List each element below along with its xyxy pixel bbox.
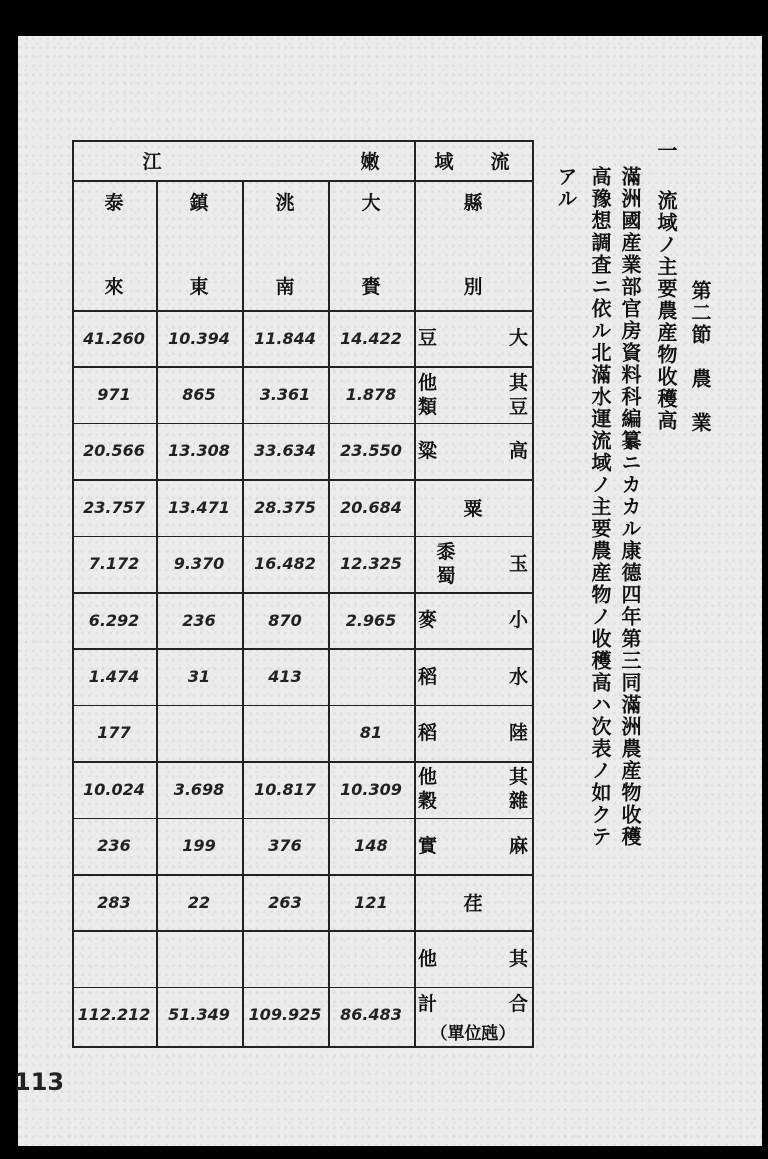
county-header-top: 縣	[463, 191, 483, 214]
row-label: 荏	[463, 892, 483, 915]
table-cell: 3.361	[259, 385, 311, 405]
table-cell: 31	[187, 667, 211, 687]
table-cell: 7.172	[88, 554, 140, 574]
col-header-4-top: 大	[361, 191, 381, 214]
unit-note: （單位瓲）	[430, 1023, 516, 1044]
row-label-right: 麻	[508, 834, 528, 857]
table-cell: 86.483	[340, 1005, 402, 1025]
table-cell: 6.292	[88, 610, 140, 630]
table-bottom-rule	[72, 1046, 532, 1048]
row-label-right: 其 雜	[508, 766, 528, 813]
table-cell: 1.474	[88, 667, 140, 687]
row-label-right: 高	[508, 439, 528, 462]
row-label-right: 水	[508, 665, 528, 688]
subsection-title: 流域ノ主要農産物收穫高	[654, 190, 678, 432]
col-header-3-bottom: 南	[275, 275, 295, 298]
row-label-left: 豆	[418, 327, 438, 350]
row-label-right: 其	[508, 947, 528, 970]
header-rule	[72, 180, 532, 182]
body-line-1: 滿洲國産業部官房資料科編纂ニカカル康德四年第三同滿洲農産物收穫	[618, 166, 642, 848]
col-header-2-bottom: 東	[189, 275, 209, 298]
table-cell: 16.482	[254, 554, 316, 574]
harvest-table	[72, 140, 532, 1048]
row-label-right: 玉	[508, 552, 528, 575]
row-label-left: 粱	[418, 439, 438, 462]
table-cell: 10.309	[340, 779, 402, 799]
table-cell: 263	[268, 892, 302, 912]
row-label-right: 其 豆	[508, 371, 528, 418]
table-cell: 9.370	[173, 554, 225, 574]
section-title: 第二節 農 業	[688, 280, 712, 434]
table-cell: 121	[354, 892, 388, 912]
row-label-left: 他	[418, 947, 438, 970]
table-cell: 413	[268, 667, 302, 687]
table-cell	[72, 930, 156, 986]
table-cell	[156, 705, 242, 761]
table-cell: 376	[268, 836, 302, 856]
table-cell: 10.024	[83, 779, 145, 799]
table-cell	[156, 930, 242, 986]
table-cell	[328, 930, 414, 986]
group-header-right-a: 域	[434, 150, 454, 173]
table-cell: 81	[359, 723, 383, 743]
row-label-left: 計	[418, 992, 438, 1015]
table-cell: 112.212	[77, 1005, 151, 1025]
row-label-left: 黍 蜀	[436, 540, 475, 587]
table-cell: 865	[182, 385, 216, 405]
col-header-1-top: 泰	[104, 191, 124, 214]
table-cell: 13.471	[168, 497, 230, 517]
table-cell: 109.925	[248, 1005, 322, 1025]
county-header-bottom: 別	[463, 275, 483, 298]
table-cell: 10.817	[254, 779, 316, 799]
table-cell: 1.878	[345, 385, 397, 405]
row-label-left: 麥	[418, 609, 438, 632]
table-cell: 236	[97, 836, 131, 856]
table-cell: 33.634	[254, 441, 316, 461]
page-number: 113	[14, 1068, 65, 1096]
section-number: 一	[654, 140, 678, 162]
table-cell: 10.394	[168, 328, 230, 348]
table-cell: 28.375	[254, 497, 316, 517]
table-cell: 51.349	[168, 1005, 230, 1025]
table-cell: 236	[182, 610, 216, 630]
col-header-3-top: 洮	[275, 191, 295, 214]
table-cell: 14.422	[340, 328, 402, 348]
row-label: 粟	[463, 497, 483, 520]
row-label-left: 稻	[418, 665, 438, 688]
row-label-right: 合	[508, 992, 528, 1015]
table-cell: 971	[97, 385, 131, 405]
table-cell	[328, 648, 414, 704]
table-cell: 11.844	[254, 328, 316, 348]
table-cell	[242, 705, 328, 761]
group-header-left: 江	[142, 150, 162, 173]
row-label-left: 實	[418, 834, 438, 857]
table-cell: 177	[97, 723, 131, 743]
row-label-right: 大	[508, 327, 528, 350]
table-right-rule	[532, 140, 534, 1048]
table-cell	[242, 930, 328, 986]
table-cell: 20.684	[340, 497, 402, 517]
row-label-right: 陸	[508, 721, 528, 744]
table-cell: 148	[354, 836, 388, 856]
table-cell: 199	[182, 836, 216, 856]
table-cell: 23.757	[83, 497, 145, 517]
row-label-left: 他 類	[418, 371, 438, 418]
table-top-rule	[72, 140, 532, 142]
table-cell: 20.566	[83, 441, 145, 461]
table-cell: 283	[97, 892, 131, 912]
body-line-2: 高豫想調査ニ依ル北滿水運流域ノ主要農産物ノ收穫高ハ次表ノ如クテ	[588, 166, 612, 848]
table-cell: 3.698	[173, 779, 225, 799]
col-header-4-bottom: 賚	[361, 275, 381, 298]
group-header-middle: 嫩	[360, 150, 380, 173]
row-label-right: 小	[508, 609, 528, 632]
table-cell: 23.550	[340, 441, 402, 461]
table-cell: 13.308	[168, 441, 230, 461]
table-cell: 41.260	[83, 328, 145, 348]
table-cell: 12.325	[340, 554, 402, 574]
row-label-left: 稻	[418, 721, 438, 744]
body-line-3: アル	[554, 166, 578, 210]
table-cell: 22	[187, 892, 211, 912]
table-cell: 2.965	[345, 610, 397, 630]
col-header-1-bottom: 來	[104, 275, 124, 298]
row-label-left: 他 穀	[418, 766, 438, 813]
group-header-right-b: 流	[490, 150, 510, 173]
table-cell: 870	[268, 610, 302, 630]
col-header-2-top: 鎮	[189, 191, 209, 214]
